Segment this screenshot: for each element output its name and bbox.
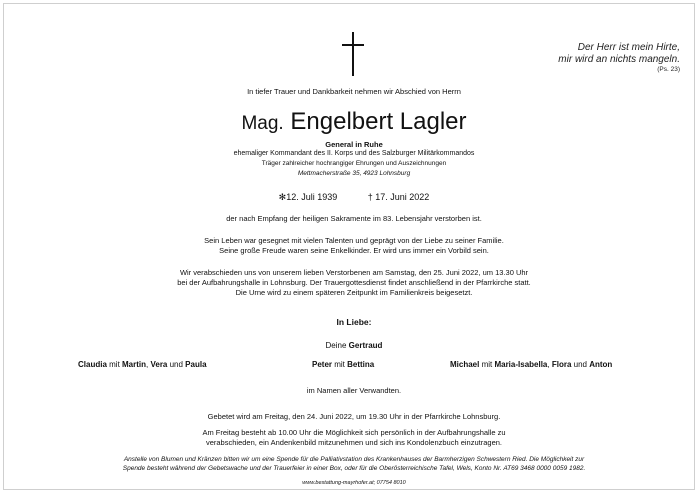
address: Mettmacherstraße 35, 4923 Lohnsburg — [297, 170, 411, 177]
farewell-line-1: Wir verabschieden uns von unserem lieben Verstorbenen am Samstag, den 25. Juni 2022, um 13.30 Uhr — [179, 268, 529, 277]
grandchild-name: Vera — [150, 360, 168, 369]
prayer-text: Gebetet wird am Freitag, den 24. Juni 2022, um 19.30 Uhr in der Pfarrkirche Lohnsburg. — [207, 412, 501, 421]
farewell-paragraph — [4, 268, 700, 298]
connector: mit — [332, 360, 348, 369]
viewing-line-2: verabschieden, ein Andenkenbild mitzunehmen und sich ins Kondolenzbuch einzutragen. — [205, 438, 503, 447]
child-name: Michael — [450, 360, 480, 369]
obituary-sheet — [3, 3, 695, 490]
farewell-line-3: Die Urne wird zu einem späteren Zeitpunkt im Familienkreis beigesetzt. — [235, 288, 473, 297]
connector: mit — [479, 360, 495, 369]
partner-name: Maria-Isabella — [494, 360, 548, 369]
name-full: Engelbert Lagler — [290, 108, 467, 135]
grandchild-name: Paula — [185, 360, 207, 369]
partner-name: Bettina — [347, 360, 375, 369]
connector: und — [571, 360, 590, 369]
child-name: Peter — [312, 360, 333, 369]
wife-prefix: Deine — [325, 341, 349, 350]
child-name: Claudia — [78, 360, 107, 369]
viewing-paragraph — [4, 428, 700, 448]
connector: , — [146, 360, 151, 369]
connector: und — [167, 360, 186, 369]
life-line-2: Seine große Freude waren seine Enkelkinder. Er wird uns immer ein Vorbild sein. — [219, 246, 489, 255]
partner-name: Martin — [122, 360, 147, 369]
connector: , — [547, 360, 552, 369]
relatives-text: im Namen aller Verwandten. — [306, 386, 402, 395]
sacraments-text: der nach Empfang der heiligen Sakramente im 83. Lebensjahr verstorben ist. — [226, 214, 482, 223]
psalm-line-2: mir wird an nichts mangeln. — [558, 54, 680, 65]
donation-line-1: Anstelle von Blumen und Kränzen bitten wir um eine Spende für die Palliativstation des Krankenhauses der Barmherzigen Schwestern Ried. Die Möglichkeit zur — [123, 456, 585, 463]
death-date: † 17. Juni 2022 — [367, 192, 430, 202]
viewing-line-1: Am Freitag besteht ab 10.00 Uhr die Möglichkeit sich persönlich in der Aufbahrungshalle zu — [202, 428, 506, 437]
cross-icon — [342, 32, 364, 76]
subtitle-honors: Träger zahlreicher hochrangiger Ehrungen und Auszeichnungen — [261, 160, 447, 167]
child-family-michael — [450, 360, 612, 369]
donation-line-2: Spende besteht während der Gebetswache und der Trauerfeier in einer Box, oder für die Oberösterreichische Tafel, Wels, Konto Nr. AT69 3468 0000 0059 1982. — [122, 465, 586, 472]
wife-name: Gertraud — [348, 341, 383, 350]
footer-contact: www.bestattung-mayrhofer.at; 07754 8010 — [302, 480, 406, 486]
life-dates — [4, 192, 700, 203]
psalm-quote — [558, 42, 680, 74]
love-heading: In Liebe: — [336, 317, 372, 327]
connector: mit — [106, 360, 123, 369]
grandchild-name: Flora — [551, 360, 572, 369]
child-family-claudia — [78, 360, 207, 369]
psalm-line-1: Der Herr ist mein Hirte, — [577, 42, 680, 53]
donation-paragraph — [4, 455, 700, 473]
wife-line — [4, 341, 700, 350]
life-line-1: Sein Leben war gesegnet mit vielen Talenten und geprägt von der Liebe zu seiner Familie. — [204, 236, 504, 245]
life-paragraph — [4, 236, 700, 256]
farewell-line-2: bei der Aufbahrungshalle in Lohnsburg. Der Trauergottesdienst findet anschließend in der Pfarrkirche statt. — [177, 278, 531, 287]
psalm-reference: (Ps. 23) — [657, 66, 680, 73]
rank: General in Ruhe — [325, 140, 383, 149]
birth-date: ✻12. Juli 1939 — [278, 192, 338, 202]
intro-text: In tiefer Trauer und Dankbarkeit nehmen wir Abschied von Herrn — [247, 87, 461, 96]
deceased-name — [4, 108, 700, 138]
child-family-peter — [312, 360, 374, 369]
grandchild-name: Anton — [589, 360, 613, 369]
name-prefix: Mag. — [241, 113, 284, 134]
subtitle-command: ehemaliger Kommandant des II. Korps und des Salzburger Militärkommandos — [233, 150, 475, 157]
